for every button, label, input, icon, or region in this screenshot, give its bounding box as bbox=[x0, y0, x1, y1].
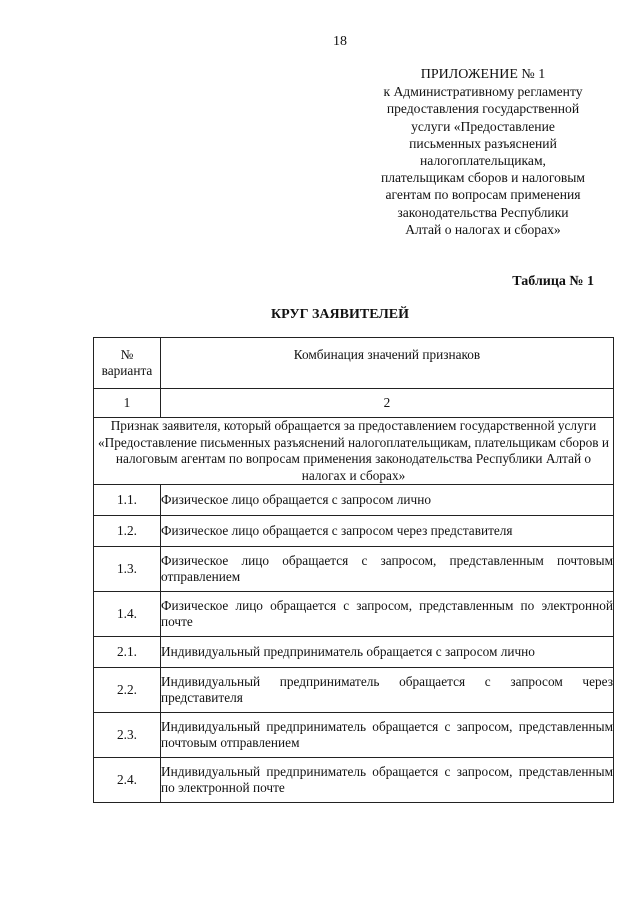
section-title-row bbox=[94, 418, 614, 485]
header-combination bbox=[161, 338, 614, 389]
appendix-block bbox=[352, 66, 614, 238]
row-number: 1.1. bbox=[94, 485, 161, 516]
column-number-row bbox=[94, 389, 614, 418]
table-row bbox=[94, 637, 614, 668]
table-number: Таблица № 1 bbox=[512, 274, 594, 289]
column-number-2: 2 bbox=[161, 389, 614, 418]
applicants-table bbox=[93, 337, 614, 803]
header-combination-label: Комбинация значений признаков bbox=[293, 346, 481, 362]
row-number: 2.3. bbox=[94, 713, 161, 758]
page-number: 18 bbox=[333, 34, 347, 49]
appendix-line: агентам по вопросам применения bbox=[385, 187, 581, 203]
appendix-line: услуги «Предоставление bbox=[411, 118, 555, 134]
row-number: 2.4. bbox=[94, 758, 161, 803]
row-text: Индивидуальный предприниматель обращается с запросом лично bbox=[161, 637, 614, 668]
row-number: 2.1. bbox=[94, 637, 161, 668]
table-row bbox=[94, 592, 614, 637]
appendix-line: предоставления государственной bbox=[386, 101, 580, 117]
appendix-line: письменных разъяснений bbox=[409, 135, 557, 151]
section-title: Признак заявителя, который обращается за предоставлением государственной услуги «Предоставление письменных разъяснений налогоплательщикам, плательщикам сборов и налоговым агентам по вопросам применения законодательства Республики Алтай о налогах и сборах» bbox=[94, 418, 614, 485]
appendix-line: плательщикам сборов и налоговым bbox=[380, 170, 586, 186]
row-text: Физическое лицо обращается с запросом через представителя bbox=[161, 516, 614, 547]
appendix-line: к Административному регламенту bbox=[383, 84, 583, 100]
appendix-line: законодательства Республики bbox=[397, 204, 569, 220]
appendix-line: Алтай о налогах и сборах» bbox=[405, 221, 561, 237]
row-text: Физическое лицо обращается с запросом, представленным почтовым отправлением bbox=[161, 547, 614, 592]
table-row bbox=[94, 485, 614, 516]
row-text: Физическое лицо обращается с запросом лично bbox=[161, 485, 614, 516]
row-number: 2.2. bbox=[94, 668, 161, 713]
table-row bbox=[94, 516, 614, 547]
table-row bbox=[94, 758, 614, 803]
header-variant-number: № варианта bbox=[94, 338, 161, 389]
table-header-row bbox=[94, 338, 614, 389]
row-number: 1.2. bbox=[94, 516, 161, 547]
row-number: 1.3. bbox=[94, 547, 161, 592]
row-number: 1.4. bbox=[94, 592, 161, 637]
table-row bbox=[94, 547, 614, 592]
appendix-title: ПРИЛОЖЕНИЕ № 1 bbox=[420, 67, 546, 82]
table-row bbox=[94, 668, 614, 713]
row-text: Индивидуальный предприниматель обращается с запросом, представленным почтовым отправлением bbox=[161, 713, 614, 758]
table-row bbox=[94, 713, 614, 758]
row-text: Физическое лицо обращается с запросом, представленным по электронной почте bbox=[161, 592, 614, 637]
column-number-1: 1 bbox=[94, 389, 161, 418]
document-title: КРУГ ЗАЯВИТЕЛЕЙ bbox=[270, 307, 410, 322]
appendix-line: налогоплательщикам, bbox=[420, 153, 546, 169]
row-text: Индивидуальный предприниматель обращается с запросом, представленным по электронной почте bbox=[161, 758, 614, 803]
row-text: Индивидуальный предприниматель обращается с запросом через представителя bbox=[161, 668, 614, 713]
